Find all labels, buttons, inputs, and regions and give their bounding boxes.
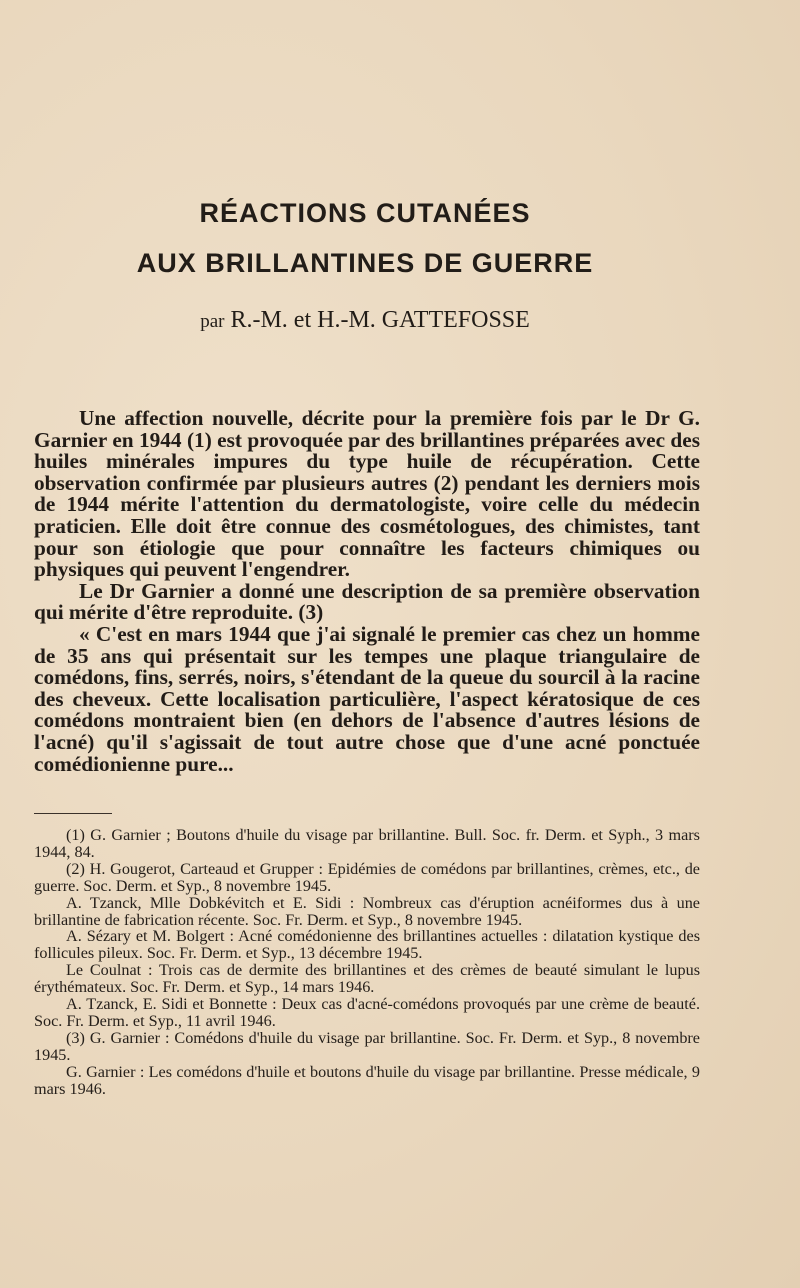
footnote: Le Coulnat : Trois cas de dermite des brillantines et des crèmes de beauté simulant le lupus érythémateux. Soc. Fr. Derm. et Syp., 14 mars 1946. (34, 961, 700, 997)
footnote: A. Sézary et M. Bolgert : Acné comédonienne des brillantines actuelles : dilatation kystique des follicules pileux. Soc. Fr. Derm. et Syp., 13 décembre 1945. (34, 927, 700, 963)
footnote: G. Garnier : Les comédons d'huile et boutons d'huile du visage par brillantine. Presse médicale, 9 mars 1946. (34, 1062, 700, 1098)
body-paragraph: Le Dr Garnier a donné une description de sa première observation qui mérite d'être reproduite. (3) (34, 578, 700, 625)
footnote: A. Tzanck, Mlle Dobkévitch et E. Sidi : Nombreux cas d'éruption acnéiformes dus à une brillantine de fabrication récente. Soc. Fr. Derm. et Syp., 8 novembre 1945. (34, 893, 700, 929)
byline (0, 307, 730, 334)
byline-par: par (200, 311, 225, 332)
footnote: A. Tzanck, E. Sidi et Bonnette : Deux cas d'acné-comédons provoqués par une crème de beauté. Soc. Fr. Derm. et Syp., 11 avril 1946. (34, 995, 700, 1030)
footnotes (34, 827, 700, 1098)
title-line-1: RÉACTIONS CUTANÉES (199, 198, 531, 228)
body-paragraph: « C'est en mars 1944 que j'ai signalé le premier cas chez un homme de 35 ans qui présentait sur les tempes une plaque triangulaire de comédons, fins, serrés, noirs, s'étendant de la queue du sourcil à la racine des cheveux. Cette localisation particulière, l'aspect kératosique de ces comédons montraient bien (en dehors de l'absence d'autres lésions de l'acné) qu'il s'agissait de tout autre chose que d'une acné ponctuée comédionienne pure... (34, 621, 700, 776)
footnote: (1) G. Garnier ; Boutons d'huile du visage par brillantine. Bull. Soc. fr. Derm. et Syph., 3 mars 1944, 84. (34, 826, 700, 861)
title-line-2: AUX BRILLANTINES DE GUERRE (136, 248, 594, 278)
byline-authors: R.-M. et H.-M. GATTEFOSSE (230, 307, 530, 333)
body-paragraph: Une affection nouvelle, décrite pour la première fois par le Dr G. Garnier en 1944 (1) est provoquée par des brillantines préparées avec des huiles minérales impures du type huile de récupération. Cette observation confirmée par plusieurs autres (2) pendant les derniers mois de 1944 mérite l'attention du dermatologiste, voire celle du médecin praticien. Elle doit être connue des cosmétologues, des chimistes, tant pour son étiologie que pour connaître les facteurs chimiques ou physiques qui peuvent l'engendrer. (34, 406, 700, 582)
body-text (34, 408, 700, 775)
footnote: (3) G. Garnier : Comédons d'huile du visage par brillantine. Soc. Fr. Derm. et Syp., 8 novembre 1945. (34, 1028, 700, 1064)
footnote: (2) H. Gougerot, Carteaud et Grupper : Epidémies de comédons par brillantines, crèmes, etc., de guerre. Soc. Derm. et Syp., 8 novembre 1945. (34, 859, 700, 895)
footnote-rule (34, 813, 112, 814)
